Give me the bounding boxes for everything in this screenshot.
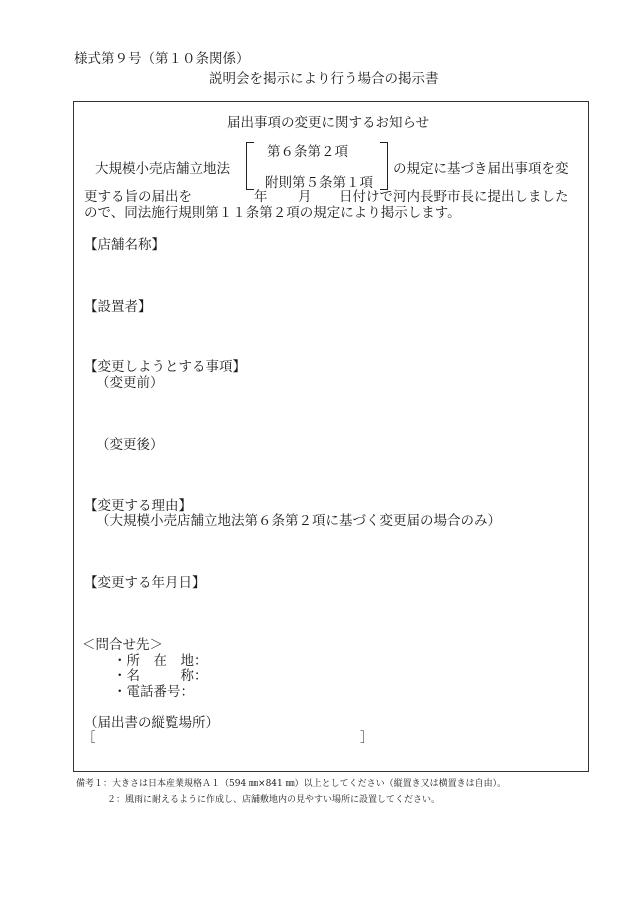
viewing-bracket-open: ［ <box>82 730 96 746</box>
section-date: 【変更する年月日】 <box>84 575 206 591</box>
clause-top: 第６条第２項 <box>267 144 348 160</box>
clause-bottom: 附則第５条第１項 <box>265 175 373 191</box>
bracket-left <box>246 142 254 190</box>
form-number: 様式第９号（第１０条関係） <box>74 51 250 67</box>
contact-heading: ＜問合せ先＞ <box>82 637 163 653</box>
section-reason: 【変更する理由】 <box>84 498 192 514</box>
section-change-item: 【変更しようとする事項】 <box>84 359 246 375</box>
section-reason-note: （大規模小売店舗立地法第６条第２項に基づく変更届の場合のみ） <box>96 513 501 529</box>
contact-phone: ・電話番号： <box>113 684 194 700</box>
notice-line3: ので、同法施行規則第１１条第２項の規定により掲示します。 <box>84 205 461 221</box>
notice-year: 年 <box>254 189 268 205</box>
contact-name: ・名 称： <box>113 668 208 684</box>
notice-line2-b: 日付けで河内長野市長に提出しました <box>339 189 569 205</box>
law-after-bracket: の規定に基づき届出事項を変 <box>393 161 569 177</box>
section-before: （変更前） <box>96 375 164 391</box>
contact-address: ・所 在 地： <box>113 653 208 669</box>
notice-line2-a: 更する旨の届出を <box>84 189 192 205</box>
bracket-right <box>380 142 388 190</box>
law-name: 大規模小売店舗立地法 <box>95 161 230 177</box>
footnote-1: 備考１：大きさは日本産業規格Ａ１（594 ㎜×841 ㎜）以上としてください（縦置き又は横置きは自由）。 <box>76 779 507 789</box>
notice-title: 届出事項の変更に関するお知らせ <box>227 115 430 131</box>
footnote-2: ２：風雨に耐えるように作成し、店舗敷地内の見やすい場所に設置してください。 <box>107 795 441 805</box>
page-subtitle: 説明会を掲示により行う場合の掲示書 <box>209 71 439 87</box>
section-store-name: 【店舗名称】 <box>84 237 165 253</box>
section-after: （変更後） <box>96 437 164 453</box>
viewing-heading: （届出書の縦覧場所） <box>84 715 219 731</box>
viewing-bracket-close: ］ <box>360 730 374 746</box>
section-installer: 【設置者】 <box>84 299 152 315</box>
notice-month: 月 <box>298 189 312 205</box>
